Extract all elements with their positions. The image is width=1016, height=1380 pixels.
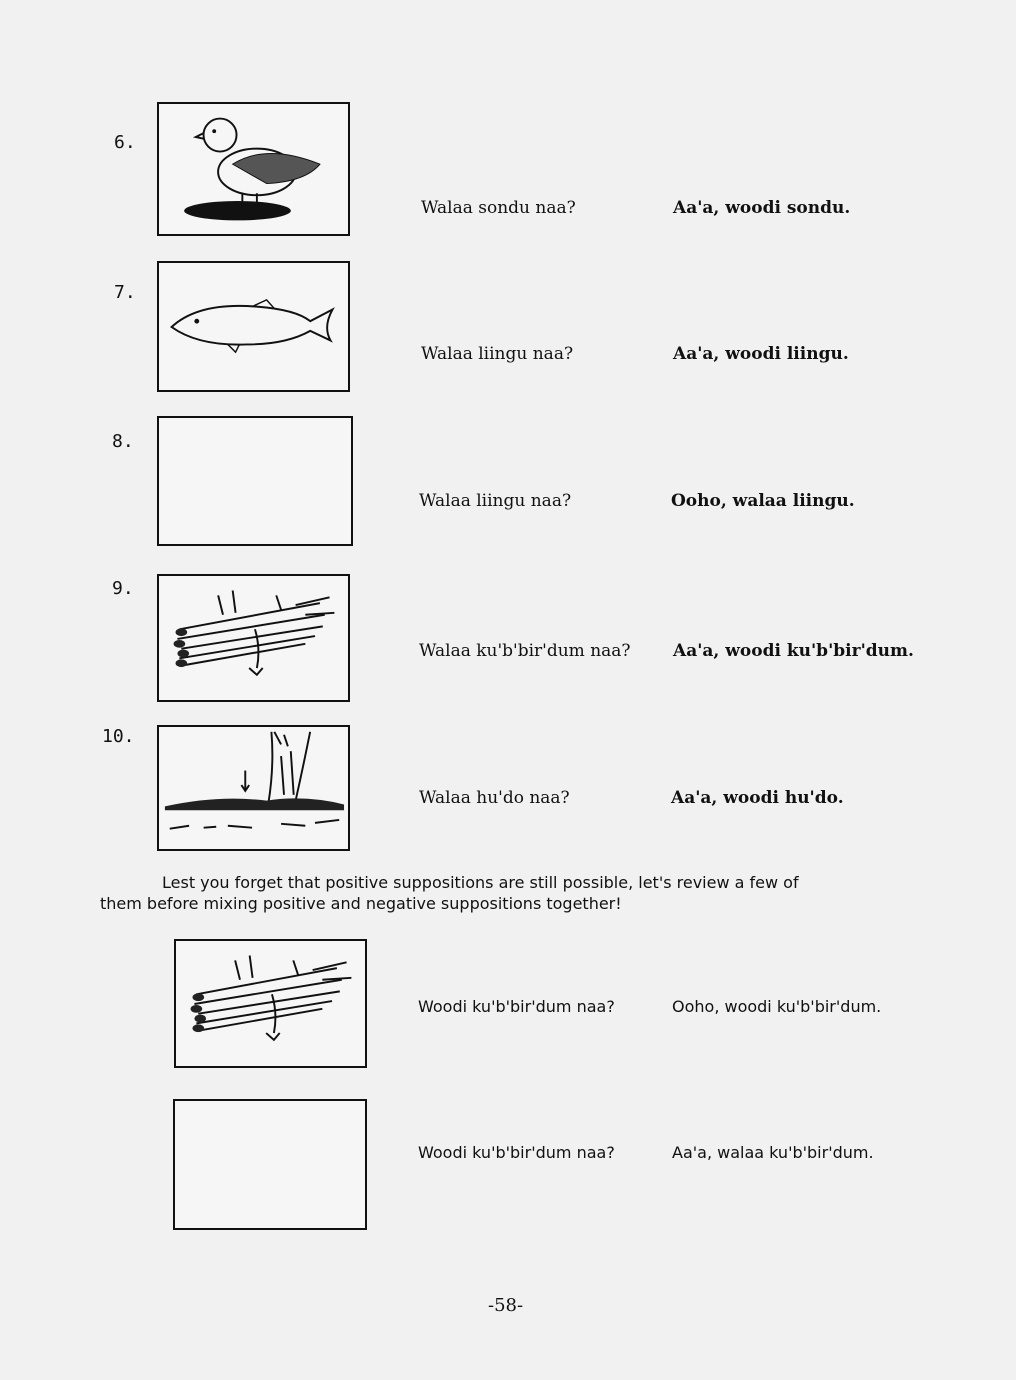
review-paragraph-line: Lest you forget that positive suppositions are still possible, let's review a few of — [162, 873, 799, 892]
firewood-icon — [176, 941, 365, 1066]
review-paragraph-line: them before mixing positive and negative suppositions together! — [100, 894, 622, 913]
picture-box-fish — [157, 261, 350, 392]
answer: Aa'a, walaa ku'b'bir'dum. — [672, 1143, 874, 1162]
answer: Aa'a, woodi sondu. — [673, 198, 851, 218]
answer: Ooho, woodi ku'b'bir'dum. — [672, 997, 882, 1016]
answer: Aa'a, woodi ku'b'bir'dum. — [673, 641, 914, 661]
picture-box-firewood — [157, 574, 350, 702]
picture-box-tree-trunk — [157, 725, 350, 851]
exercise-number: 10. — [102, 726, 135, 747]
review-paragraph — [100, 872, 910, 914]
question: Walaa sondu naa? — [421, 198, 576, 218]
picture-box-bird — [157, 102, 350, 236]
exercise-number: 6. — [114, 132, 136, 153]
question: Woodi ku'b'bir'dum naa? — [418, 1143, 615, 1162]
exercise-number: 8. — [112, 431, 134, 452]
tree-trunk-icon — [159, 727, 348, 849]
firewood-icon — [159, 576, 348, 700]
page-number: -58- — [488, 1295, 524, 1316]
fish-icon — [159, 263, 348, 390]
question: Walaa ku'b'bir'dum naa? — [419, 641, 631, 661]
picture-box-empty — [173, 1099, 367, 1230]
question: Walaa liingu naa? — [419, 491, 572, 511]
answer: Aa'a, woodi hu'do. — [671, 788, 844, 808]
answer: Aa'a, woodi liingu. — [673, 344, 849, 364]
picture-box-empty — [157, 416, 353, 546]
question: Woodi ku'b'bir'dum naa? — [418, 997, 615, 1016]
bird-icon — [159, 104, 348, 234]
exercise-number: 7. — [114, 282, 136, 303]
exercise-number: 9. — [112, 578, 134, 599]
question: Walaa hu'do naa? — [419, 788, 570, 808]
answer: Ooho, walaa liingu. — [671, 491, 855, 511]
picture-box-firewood — [174, 939, 367, 1068]
question: Walaa liingu naa? — [421, 344, 574, 364]
